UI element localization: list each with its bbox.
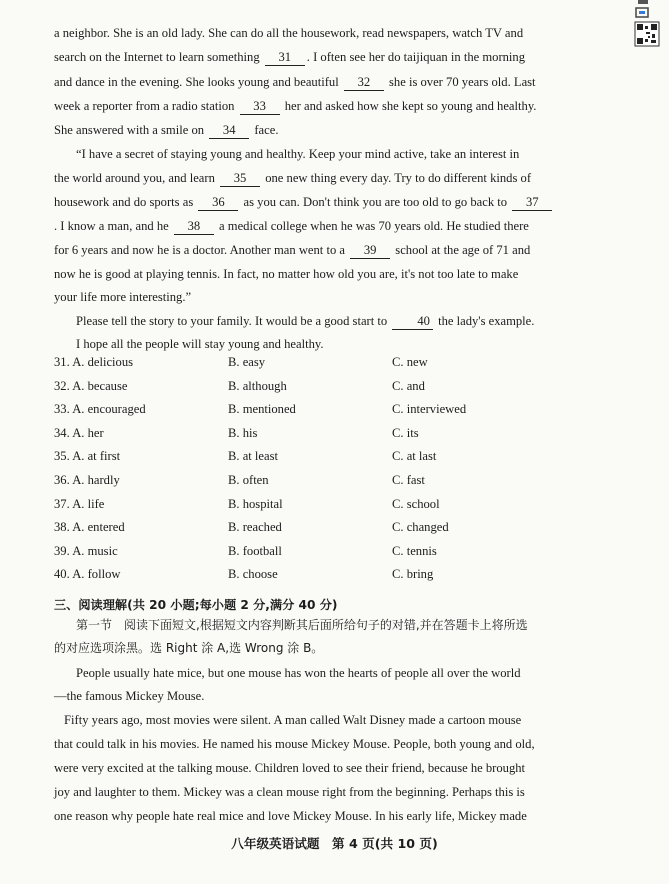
passage-line: She answered with a smile on 34 face. [54,123,279,137]
option-row [54,567,574,591]
option-c: C. tennis [392,543,437,558]
reading-line: one reason why people hate real mice and love Mickey Mouse. In his early life, Mickey made [54,809,527,823]
option-c: C. interviewed [392,402,467,417]
blank-37: 37 [512,195,552,211]
passage-line: search on the Internet to learn something 31 . I often see her do taijiquan in the morning [54,50,526,64]
option-a: 36. A. hardly [54,472,120,487]
instruction-line: 第一节 阅读下面短文,根据短文内容判断其后面所给句子的对错,并在答题卡上将所选 [76,618,528,632]
option-b: B. hospital [228,496,283,511]
blank-40: 40 [392,314,433,330]
passage-line: for 6 years and now he is a doctor. Another man went to a 39 school at the age of 71 and [54,243,531,257]
option-row [54,473,574,497]
option-b: B. although [228,378,287,393]
passage-line: now he is good at playing tennis. In fact, no matter how old you are, it's not too late to make [54,267,519,281]
reading-line: —the famous Mickey Mouse. [54,689,205,703]
blank-35: 35 [220,171,260,187]
blank-33: 33 [240,99,280,115]
option-a: 38. A. entered [54,520,125,535]
reading-line: joy and laughter to them. Mickey was a clean mouse right from the beginning. Perhaps this is [54,785,525,799]
options-list [54,355,574,591]
option-a: 37. A. life [54,496,105,511]
option-row [54,379,574,403]
option-c: C. changed [392,520,449,535]
option-row [54,544,574,568]
section-heading: 三、阅读理解(共 20 小题;每小题 2 分,满分 40 分) [54,598,338,612]
option-c: C. at last [392,449,437,464]
option-row [54,497,574,521]
option-row [54,520,574,544]
blank-32: 32 [344,75,384,91]
option-a: 40. A. follow [54,567,121,582]
passage-line: Please tell the story to your family. It would be a good start to 40 the lady's example. [76,314,535,328]
option-b: B. reached [228,520,282,535]
option-a: 35. A. at first [54,449,121,464]
option-b: B. mentioned [228,402,296,417]
passage-line: “I have a secret of staying young and healthy. Keep your mind active, take an interest in [76,147,520,161]
option-c: C. its [392,425,419,440]
passage-line: . I know a man, and he 38 a medical college when he was 70 years old. He studied there [54,219,529,233]
option-c: C. new [392,355,428,369]
option-row [54,402,574,426]
option-a: 34. A. her [54,425,104,440]
option-a: 39. A. music [54,543,118,558]
option-b: B. football [228,543,282,558]
blank-31: 31 [265,50,305,66]
option-b: B. choose [228,567,278,582]
option-c: C. and [392,378,425,393]
reading-line: People usually hate mice, but one mouse has won the hearts of people all over the world [76,666,521,680]
reading-line: Fifty years ago, most movies were silent. A man called Walt Disney made a cartoon mouse [64,713,522,727]
option-c: C. fast [392,472,425,487]
option-b: B. at least [228,449,279,464]
option-row [54,426,574,450]
passage-line: and dance in the evening. She looks young and beautiful 32 she is over 70 years old. Last [54,75,536,89]
option-a: 31. A. delicious [54,355,134,369]
option-b: B. often [228,472,269,487]
passage-line: a neighbor. She is an old lady. She can do all the housework, read newspapers, watch TV and [54,26,524,40]
option-a: 33. A. encouraged [54,402,146,417]
blank-36: 36 [198,195,238,211]
option-c: C. bring [392,567,434,582]
passage-line: I hope all the people will stay young and healthy. [76,337,324,351]
passage-line: week a reporter from a radio station 33 her and asked how she kept so young and healthy. [54,99,537,113]
option-c: C. school [392,496,440,511]
instruction-line: 的对应选项涂黑。选 Right 涂 A,选 Wrong 涂 B。 [54,641,324,655]
passage-line: housework and do sports as 36 as you can. Don't think you are too old to go back to 37 [54,191,564,215]
reading-line: were very excited at the talking mouse. Children loved to see their friend, because he brought [54,761,526,775]
option-a: 32. A. because [54,378,128,393]
page-footer: 八年级英语试题 第 4 页(共 10 页) [231,836,438,851]
option-row [54,355,574,379]
option-row [54,449,574,473]
option-b: B. his [228,425,258,440]
qr-code-icon [634,0,662,48]
reading-line: that could talk in his movies. He named his mouse Mickey Mouse. People, both young and old, [54,737,535,751]
passage-line: the world around you, and learn 35 one new thing every day. Try to do different kinds of [54,171,532,185]
option-b: B. easy [228,355,266,369]
blank-39: 39 [350,243,390,259]
blank-38: 38 [174,219,214,235]
passage-line: your life more interesting.” [54,290,192,304]
blank-34: 34 [209,123,249,139]
